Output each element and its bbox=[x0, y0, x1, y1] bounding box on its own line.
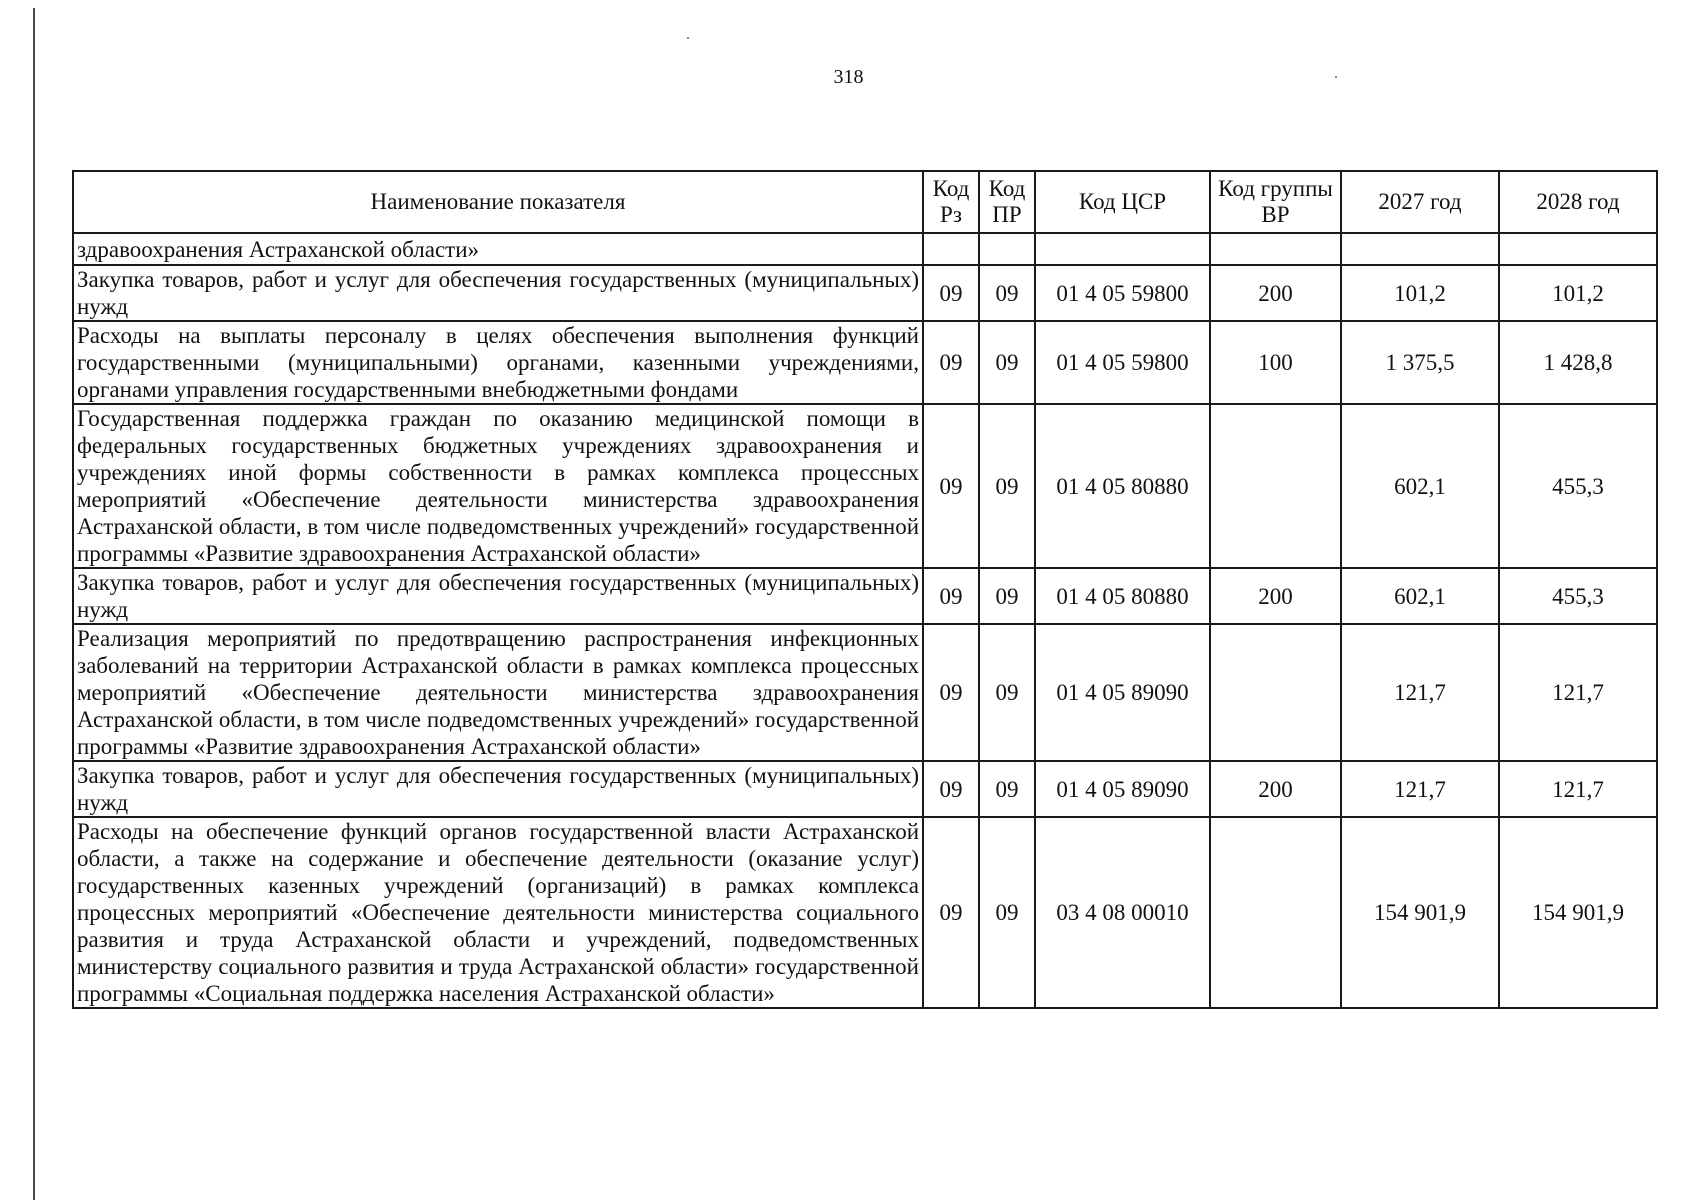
table-row bbox=[73, 404, 1657, 568]
table-row bbox=[73, 624, 1657, 761]
row-2028: 121,7 bbox=[1499, 624, 1657, 761]
table-row bbox=[73, 817, 1657, 1008]
row-vr: 100 bbox=[1210, 321, 1341, 404]
table-row bbox=[73, 761, 1657, 817]
header-2027: 2027 год bbox=[1341, 171, 1499, 233]
row-2028 bbox=[1499, 233, 1657, 265]
row-rz: 09 bbox=[923, 321, 979, 404]
row-2028: 101,2 bbox=[1499, 265, 1657, 321]
row-pr bbox=[979, 233, 1035, 265]
header-rz: Код Рз bbox=[923, 171, 979, 233]
row-csr: 01 4 05 89090 bbox=[1035, 761, 1210, 817]
row-rz bbox=[923, 233, 979, 265]
header-2028: 2028 год bbox=[1499, 171, 1657, 233]
row-vr bbox=[1210, 817, 1341, 1008]
row-vr bbox=[1210, 624, 1341, 761]
row-2027: 121,7 bbox=[1341, 624, 1499, 761]
row-2027: 101,2 bbox=[1341, 265, 1499, 321]
table-row bbox=[73, 321, 1657, 404]
row-2028: 455,3 bbox=[1499, 568, 1657, 624]
row-csr: 01 4 05 80880 bbox=[1035, 404, 1210, 568]
row-pr: 09 bbox=[979, 817, 1035, 1008]
row-rz: 09 bbox=[923, 568, 979, 624]
row-2027: 154 901,9 bbox=[1341, 817, 1499, 1008]
row-rz: 09 bbox=[923, 404, 979, 568]
row-pr: 09 bbox=[979, 624, 1035, 761]
row-pr: 09 bbox=[979, 404, 1035, 568]
row-2027: 121,7 bbox=[1341, 761, 1499, 817]
row-2028: 154 901,9 bbox=[1499, 817, 1657, 1008]
scan-speck bbox=[687, 37, 689, 39]
row-name: Закупка товаров, работ и услуг для обеспечения государственных (муниципальных) нужд bbox=[73, 568, 923, 624]
row-rz: 09 bbox=[923, 624, 979, 761]
row-csr: 01 4 05 80880 bbox=[1035, 568, 1210, 624]
row-name: Расходы на выплаты персоналу в целях обеспечения выполнения функций государственными (муниципальными) органами, казенными учреждениями, органами управления государственными внебюджетными фондами bbox=[73, 321, 923, 404]
row-csr: 01 4 05 89090 bbox=[1035, 624, 1210, 761]
row-2027: 602,1 bbox=[1341, 404, 1499, 568]
budget-table bbox=[72, 170, 1658, 1009]
row-vr: 200 bbox=[1210, 761, 1341, 817]
row-name: Реализация мероприятий по предотвращению распространения инфекционных заболеваний на территории Астраханской области в рамках комплекса процессных мероприятий «Обеспечение деятельности министерства здравоохранения Астраханской области, в том числе подведомственных учреждений» государственной программы «Развитие здравоохранения Астраханской области» bbox=[73, 624, 923, 761]
row-2027: 602,1 bbox=[1341, 568, 1499, 624]
table-header-row bbox=[73, 171, 1657, 233]
row-rz: 09 bbox=[923, 265, 979, 321]
row-name: здравоохранения Астраханской области» bbox=[73, 233, 923, 265]
row-csr: 01 4 05 59800 bbox=[1035, 321, 1210, 404]
page-number: 318 bbox=[833, 66, 864, 88]
row-2028: 121,7 bbox=[1499, 761, 1657, 817]
row-pr: 09 bbox=[979, 761, 1035, 817]
header-name: Наименование показателя bbox=[73, 171, 923, 233]
row-pr: 09 bbox=[979, 321, 1035, 404]
table-row bbox=[73, 265, 1657, 321]
row-rz: 09 bbox=[923, 761, 979, 817]
row-pr: 09 bbox=[979, 265, 1035, 321]
scan-edge-line bbox=[33, 8, 35, 1200]
table-row bbox=[73, 568, 1657, 624]
row-vr bbox=[1210, 404, 1341, 568]
table-row bbox=[73, 233, 1657, 265]
row-rz: 09 bbox=[923, 817, 979, 1008]
row-csr: 03 4 08 00010 bbox=[1035, 817, 1210, 1008]
row-vr: 200 bbox=[1210, 568, 1341, 624]
row-vr bbox=[1210, 233, 1341, 265]
row-2028: 455,3 bbox=[1499, 404, 1657, 568]
row-name: Государственная поддержка граждан по оказанию медицинской помощи в федеральных государственных бюджетных учреждениях здравоохранения и учреждениях иной формы собственности в рамках комплекса процессных мероприятий «Обеспечение деятельности министерства здравоохранения Астраханской области, в том числе подведомственных учреждений» государственной программы «Развитие здравоохранения Астраханской области» bbox=[73, 404, 923, 568]
header-vr: Код группы ВР bbox=[1210, 171, 1341, 233]
row-name: Закупка товаров, работ и услуг для обеспечения государственных (муниципальных) нужд bbox=[73, 761, 923, 817]
row-vr: 200 bbox=[1210, 265, 1341, 321]
row-2027: 1 375,5 bbox=[1341, 321, 1499, 404]
row-2027 bbox=[1341, 233, 1499, 265]
row-name: Закупка товаров, работ и услуг для обеспечения государственных (муниципальных) нужд bbox=[73, 265, 923, 321]
header-pr: Код ПР bbox=[979, 171, 1035, 233]
row-name: Расходы на обеспечение функций органов государственной власти Астраханской области, а также на содержание и обеспечение деятельности (оказание услуг) государственных казенных учреждений (организаций) в рамках комплекса процессных мероприятий «Обеспечение деятельности министерства социального развития и труда Астраханской области и учреждений, подведомственных министерству социального развития и труда Астраханской области» государственной программы «Социальная поддержка населения Астраханской области» bbox=[73, 817, 923, 1008]
row-csr: 01 4 05 59800 bbox=[1035, 265, 1210, 321]
row-pr: 09 bbox=[979, 568, 1035, 624]
row-2028: 1 428,8 bbox=[1499, 321, 1657, 404]
header-csr: Код ЦСР bbox=[1035, 171, 1210, 233]
row-csr bbox=[1035, 233, 1210, 265]
